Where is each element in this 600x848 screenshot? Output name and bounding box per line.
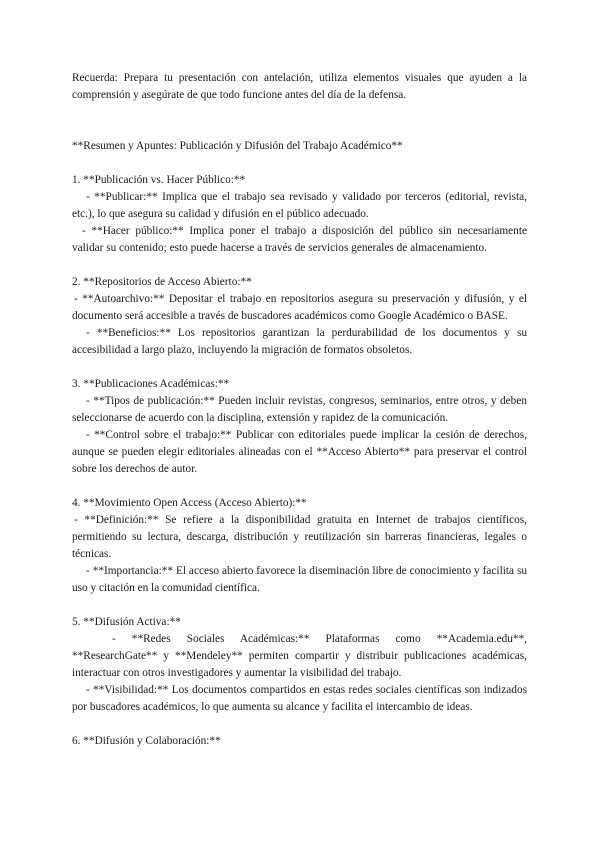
- section-heading: 2. **Repositorios de Acceso Abierto:**: [72, 276, 252, 288]
- section-3: [72, 376, 527, 478]
- intro-paragraph: Recuerda: Prepara tu presentación con antelación, utiliza elementos visuales que ayuden a la comprensión y asegúrate de que todo funcione antes del día de la defensa.: [72, 72, 527, 101]
- bullet-item: - **Definición:** Se refiere a la disponibilidad gratuita en Internet de trabajos científicos, permitiendo su lectura, descarga, distribución y reutilización sin barreras financieras, legales o técnicas.: [72, 514, 527, 560]
- bullet-item: - **Hacer público:** Implica poner el trabajo a disposición del público sin necesariamente validar su contenido; esto puede hacerse a través de servicios generales de almacenamiento.: [72, 225, 527, 254]
- bullet-item: - **Autoarchivo:** Depositar el trabajo en repositorios asegura su preservación y difusión, y el documento será accesible a través de buscadores académicos como Google Académico o BASE.: [72, 293, 527, 322]
- section-heading: 6. **Difusión y Colaboración:**: [72, 735, 221, 747]
- section-heading: 5. **Difusión Activa:**: [72, 616, 181, 628]
- section-heading: 1. **Publicación vs. Hacer Público:**: [72, 174, 246, 186]
- bullet-item: - **Publicar:** Implica que el trabajo sea revisado y validado por terceros (editorial, revista, etc.), lo que asegura su calidad y difusión en el público adecuado.: [72, 191, 527, 220]
- section-4: [72, 495, 527, 597]
- bullet-item: - **Importancia:** El acceso abierto favorece la diseminación libre de conocimiento y facilita su uso y citación en la comunidad científica.: [72, 565, 527, 594]
- bullet-item: - **Tipos de publicación:** Pueden incluir revistas, congresos, seminarios, entre otros, y deben seleccionarse de acuerdo con la disciplina, extensión y rapidez de la comunicación.: [72, 395, 527, 424]
- bullet-item: - **Redes Sociales Académicas:** Plataformas como **Academia.edu**, **ResearchGate** y **Mendeley** permiten compartir y distribuir publicaciones académicas, interactuar con otros investigadores y aumentar la visibilidad del trabajo.: [72, 633, 527, 679]
- section-5: [72, 614, 527, 716]
- section-heading: 4. **Movimiento Open Access (Acceso Abierto):**: [72, 497, 307, 509]
- section-2: [72, 274, 527, 359]
- document-title: **Resumen y Apuntes: Publicación y Difusión del Trabajo Académico**: [72, 140, 403, 152]
- section-heading: 3. **Publicaciones Académicas:**: [72, 378, 230, 390]
- section-1: [72, 172, 527, 257]
- bullet-item: - **Visibilidad:** Los documentos compartidos en estas redes sociales científicas son indizados por buscadores académicos, lo que aumenta su alcance y facilita el intercambio de ideas.: [72, 684, 527, 713]
- section-6: [72, 733, 527, 750]
- bullet-item: - **Control sobre el trabajo:** Publicar con editoriales puede implicar la cesión de derechos, aunque se pueden elegir editoriales alineadas con el **Acceso Abierto** para preservar el control sobre los derechos de autor.: [72, 429, 527, 475]
- document-body: [72, 70, 527, 767]
- bullet-item: - **Beneficios:** Los repositorios garantizan la perdurabilidad de los documentos y su accesibilidad a largo plazo, incluyendo la migración de formatos obsoletos.: [72, 327, 527, 356]
